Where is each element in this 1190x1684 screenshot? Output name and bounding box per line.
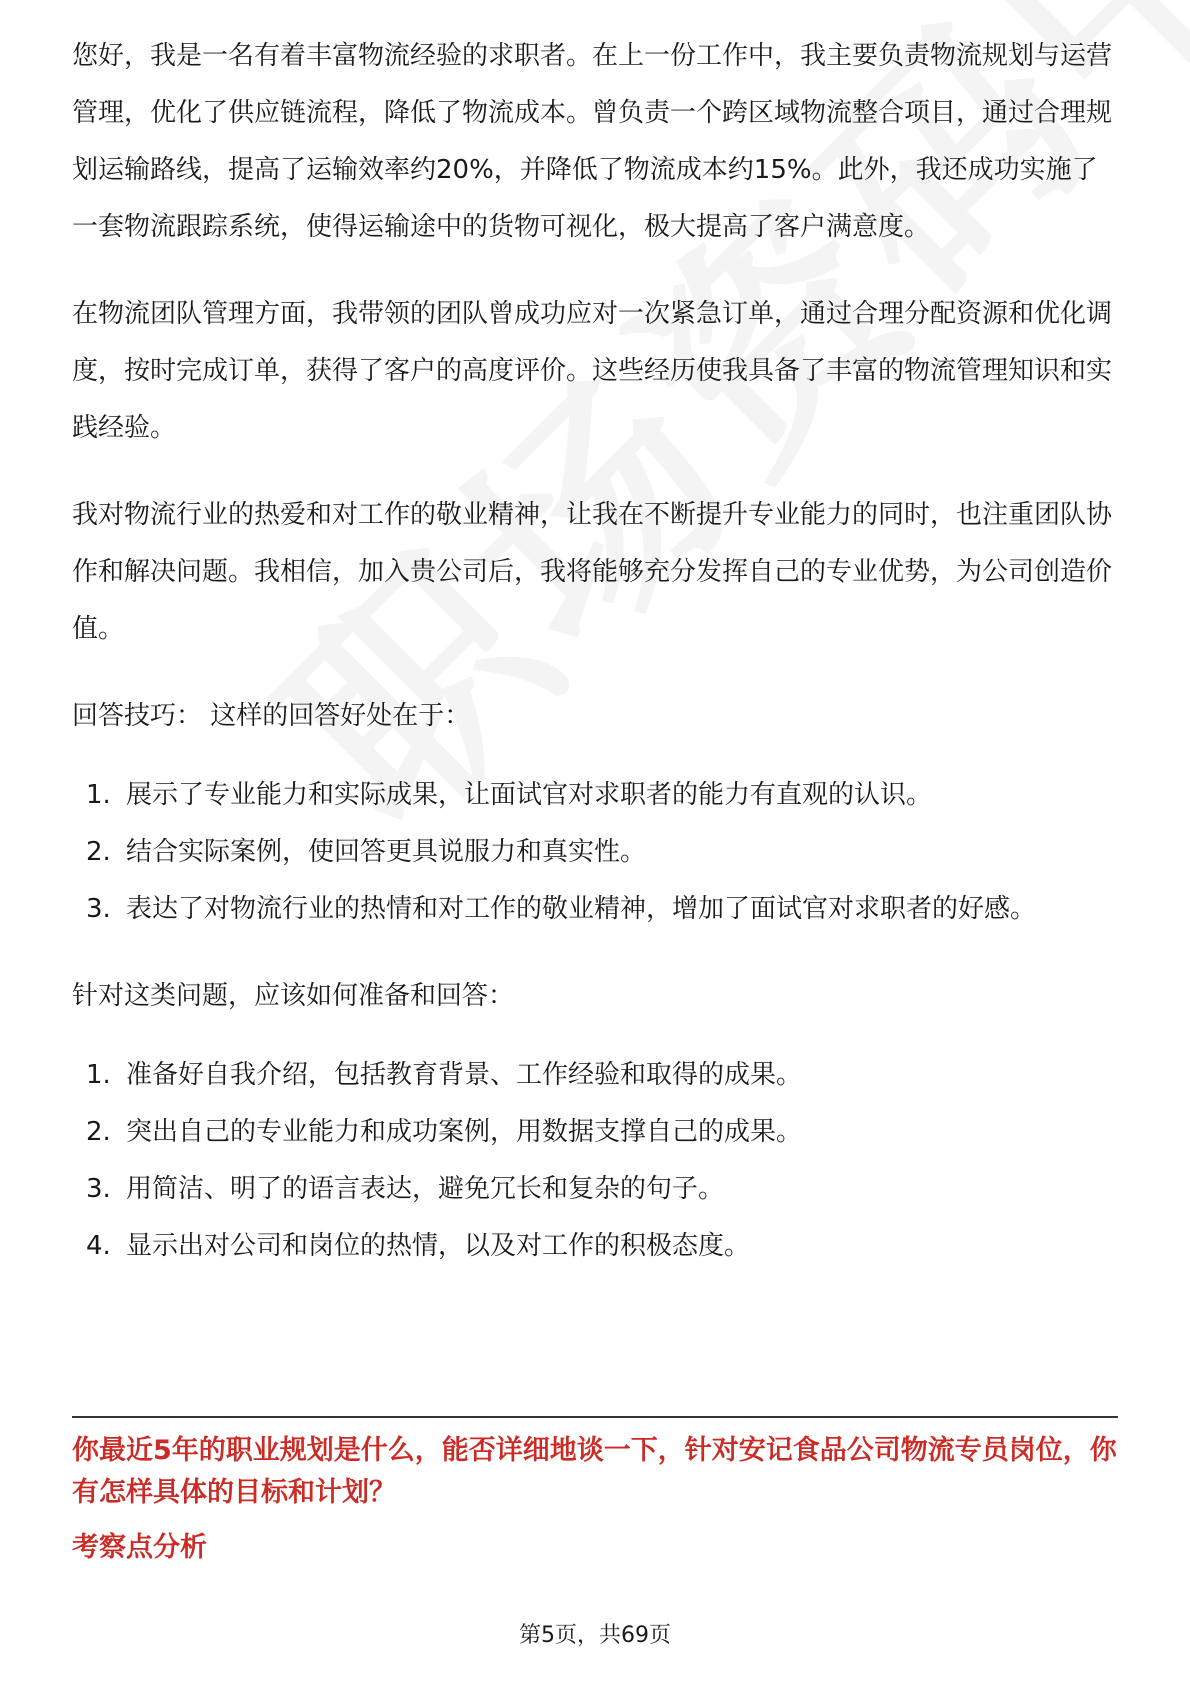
list-item: 1. 展示了专业能力和实际成果，让面试官对求职者的能力有直观的认识。 (86, 780, 933, 810)
next-question: 你最近5年的职业规划是什么，能否详细地谈一下，针对安记食品公司物流专员岗位，你有怎样具体的目标和计划？ (72, 1435, 1117, 1508)
tips-list (72, 767, 1118, 938)
tips-heading: 回答技巧： 这样的回答好处在于： (72, 701, 471, 731)
list-item: 2. 突出自己的专业能力和成功案例，用数据支撑自己的成果。 (86, 1117, 803, 1147)
paragraph-1: 您好，我是一名有着丰富物流经验的求职者。在上一份工作中，我主要负责物流规划与运营管理，优化了供应链流程，降低了物流成本。曾负责一个跨区域物流整合项目，通过合理规划运输路线，提高了运输效率约20%，并降低了物流成本约15%。此外，我还成功实施了一套物流跟踪系统，使得运输途中的货物可视化，极大提高了客户满意度。 (72, 41, 1113, 242)
prepare-list (72, 1047, 1118, 1275)
prepare-heading: 针对这类问题，应该如何准备和回答： (72, 981, 515, 1011)
list-item: 4. 显示出对公司和岗位的热情，以及对工作的积极态度。 (86, 1231, 751, 1261)
paragraph-2: 在物流团队管理方面，我带领的团队曾成功应对一次紧急订单，通过合理分配资源和优化调度，按时完成订单，获得了客户的高度评价。这些经历使我具备了丰富的物流管理知识和实践经验。 (72, 299, 1113, 443)
paragraph-3: 我对物流行业的热爱和对工作的敬业精神，让我在不断提升专业能力的同时，也注重团队协作和解决问题。我相信，加入贵公司后，我将能够充分发挥自己的专业优势，为公司创造价值。 (72, 500, 1113, 644)
list-item: 3. 用简洁、明了的语言表达，避免冗长和复杂的句子。 (86, 1174, 725, 1204)
list-item: 2. 结合实际案例，使回答更具说服力和真实性。 (86, 837, 647, 867)
document-body (72, 28, 1118, 1275)
list-item: 1. 准备好自我介绍，包括教育背景、工作经验和取得的成果。 (86, 1060, 803, 1090)
section-divider (72, 1416, 1118, 1418)
page-footer: 第5页，共69页 (519, 1623, 671, 1648)
analysis-heading: 考察点分析 (72, 1532, 207, 1563)
list-item: 3. 表达了对物流行业的热情和对工作的敬业精神，增加了面试官对求职者的好感。 (86, 894, 1037, 924)
